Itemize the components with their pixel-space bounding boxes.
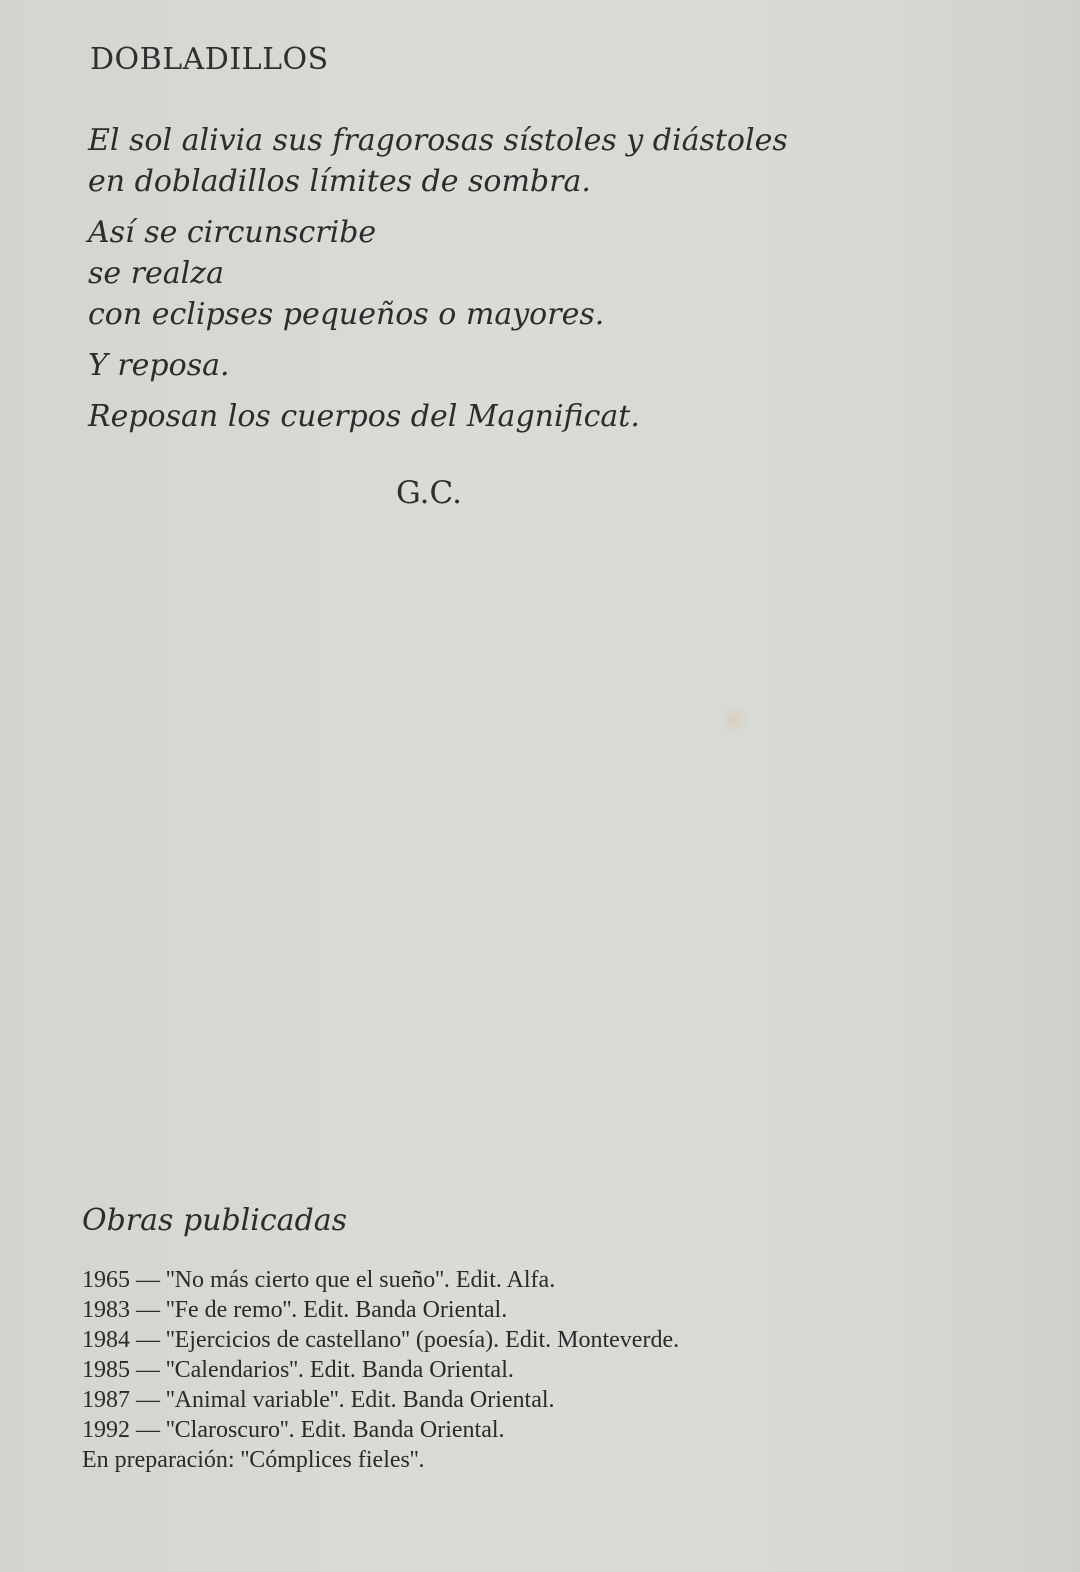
list-item: 1965 — ''No más cierto que el sueño''. Edit. Alfa. xyxy=(82,1267,556,1293)
work-year: 1987 xyxy=(82,1387,130,1413)
poem-stanza xyxy=(88,396,988,437)
poem-line: Y reposa. xyxy=(88,348,230,383)
poem-line: con eclipses pequeños o mayores. xyxy=(88,297,605,332)
list-item: 1983 — ''Fe de remo''. Edit. Banda Oriental. xyxy=(82,1297,508,1323)
poem-line: en dobladillos límites de sombra. xyxy=(88,164,591,199)
list-item: 1992 — ''Claroscuro''. Edit. Banda Oriental. xyxy=(82,1417,505,1443)
work-year: 1984 xyxy=(82,1327,130,1353)
work-year: 1983 xyxy=(82,1297,130,1323)
work-year: 1965 xyxy=(82,1267,130,1293)
work-year: 1992 xyxy=(82,1417,130,1443)
work-text: ''Ejercicios de castellano'' (poesía). Edit. Monteverde. xyxy=(166,1327,680,1353)
works-heading: Obras publicadas xyxy=(82,1203,348,1238)
work-text: ''Animal variable''. Edit. Banda Oriental. xyxy=(166,1387,555,1413)
list-item: 1987 — ''Animal variable''. Edit. Banda Oriental. xyxy=(82,1387,555,1413)
work-text: ''Fe de remo''. Edit. Banda Oriental. xyxy=(166,1297,508,1323)
list-item: 1984 — ''Ejercicios de castellano'' (poesía). Edit. Monteverde. xyxy=(82,1327,680,1353)
work-year: 1985 xyxy=(82,1357,130,1383)
work-text: ''No más cierto que el sueño''. Edit. Alfa. xyxy=(166,1267,556,1293)
work-text: ''Claroscuro''. Edit. Banda Oriental. xyxy=(166,1417,505,1443)
work-text: ''Calendarios''. Edit. Banda Oriental. xyxy=(166,1357,514,1383)
poem-line: se realza xyxy=(88,256,224,291)
poem-stanza xyxy=(88,212,988,335)
list-item: 1985 — ''Calendarios''. Edit. Banda Oriental. xyxy=(82,1357,514,1383)
poem-signature: G.C. xyxy=(396,475,462,511)
in-preparation: En preparación: ''Cómplices fieles''. xyxy=(82,1447,425,1473)
works-list xyxy=(82,1265,1022,1475)
poem-body xyxy=(88,120,988,447)
paper-stain xyxy=(722,702,746,736)
poem-line: Así se circunscribe xyxy=(88,215,377,250)
poem-line: Reposan los cuerpos del Magnificat. xyxy=(88,399,640,434)
poem-title: DOBLADILLOS xyxy=(90,42,329,77)
poem-stanza xyxy=(88,345,988,386)
poem-stanza xyxy=(88,120,988,202)
poem-line: El sol alivia sus fragorosas sístoles y diástoles xyxy=(88,123,788,158)
